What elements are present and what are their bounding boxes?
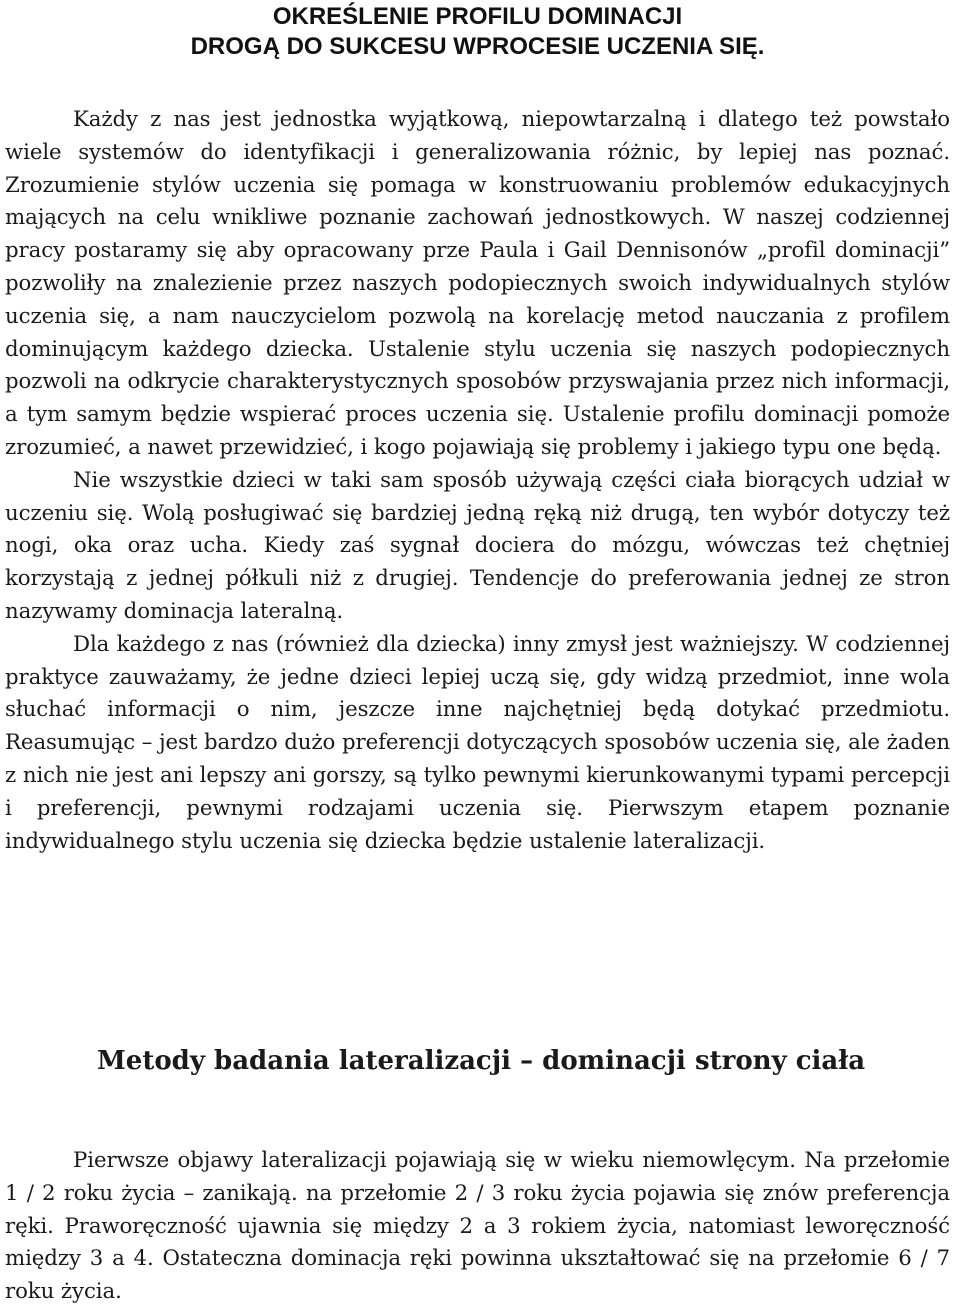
document-title: [5, 2, 950, 62]
paragraph-dominance: Nie wszystkie dzieci w taki sam sposób używają części ciała biorących udział w uczeniu się. Wolą posługiwać się bardziej jedną ręką niż drugą, ten wybór dotyczy też nogi, oka oraz ucha. Kiedy zaś sygnał dociera do mózgu, wówczas też chętniej korzystają z jednej półkuli niż z drugiej. Tendencje do preferowania jednej ze stron nazywamy dominacja lateralną.: [5, 467, 950, 624]
document-page: [0, 2, 960, 1309]
paragraph-lateralization: Pierwsze objawy lateralizacji pojawiają się w wieku niemowlęcym. Na przełomie 1 / 2 roku życia – zanikają. na przełomie 2 / 3 roku życia pojawia się znów preferencja ręki. Praworęczność ujawnia się między 2 a 3 rokiem życia, natomiast leworęczność między 3 a 4. Ostateczna dominacja ręki powinna ukształtować się na przełomie 6 / 7 roku życia.: [5, 1148, 950, 1305]
title-line-1: OKREŚLENIE PROFILU DOMINACJI: [272, 3, 683, 30]
paragraph-senses: Dla każdego z nas (również dla dziecka) inny zmysł jest ważniejszy. W codziennej praktyce zauważamy, że jedne dzieci lepiej uczą się, gdy widzą przedmiot, inne wola słuchać informacji o nim, jeszcze inne najchętniej będą dotykać przedmiotu. Reasumując – jest bardzo dużo preferencji dotyczących sposobów uczenia się, ale żaden z nich nie jest ani lepszy ani gorszy, są tylko pewnymi kierunkowanymi typami percepcji i preferencji, pewnymi rodzajami uczenia się. Pierwszym etapem poznanie indywidualnego stylu uczenia się dziecka będzie ustalenie lateralizacji.: [5, 631, 950, 854]
section-heading: Metody badania lateralizacji – dominacji strony ciała: [97, 1046, 866, 1076]
paragraph-intro: Każdy z nas jest jednostka wyjątkową, niepowtarzalną i dlatego też powstało wiele systemów do identyfikacji i generalizowania różnic, by lepiej nas poznać. Zrozumienie stylów uczenia się pomaga w konstruowaniu problemów edukacyjnych mających na celu wnikliwe poznanie zachowań jednostkowych. W naszej codziennej pracy postaramy się aby opracowany prze Paula i Gail Dennisonów „profil dominacji” pozwoliły na znalezienie przez naszych podopiecznych swoich indywidualnych stylów uczenia się, a nam nauczycielom pozwolą na korelację metod nauczania z profilem dominującym każdego dziecka. Ustalenie stylu uczenia się naszych podopiecznych pozwoli na odkrycie charakterystycznych sposobów przyswajania przez nich informacji, a tym samym będzie wspierać proces uczenia się. Ustalenie profilu dominacji pomoże zrozumieć, a nawet przewidzieć, i kogo pojawiają się problemy i jakiego typu one będą.: [5, 107, 950, 460]
title-line-2: DROGĄ DO SUKCESU WPROCESIE UCZENIA SIĘ.: [190, 33, 765, 60]
